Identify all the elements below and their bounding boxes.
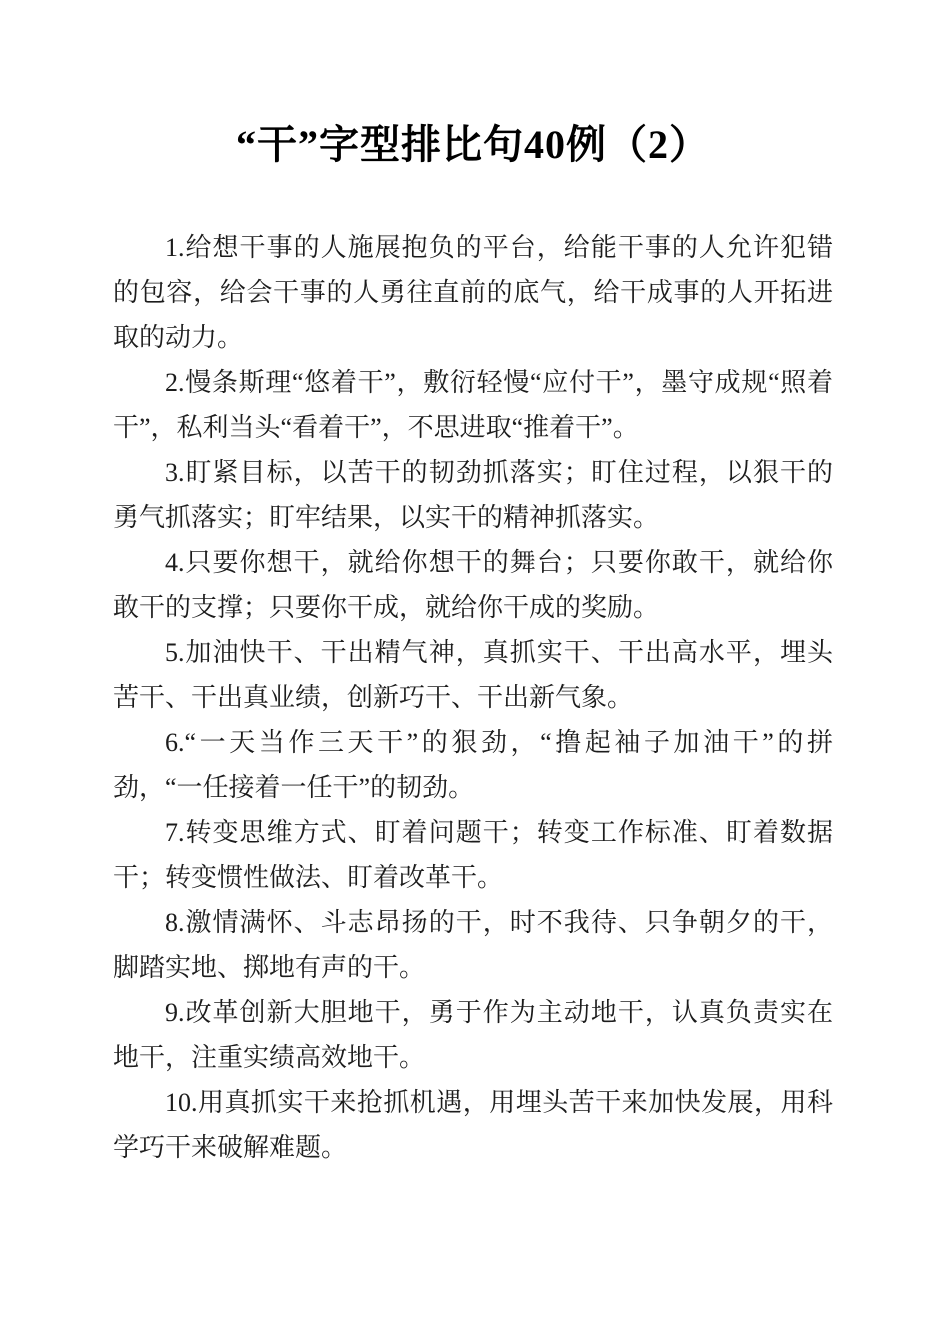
paragraph-10: 10.用真抓实干来抢抓机遇，用埋头苦干来加快发展，用科学巧干来破解难题。 (113, 1088, 833, 1162)
paragraph-4: 4.只要你想干，就给你想干的舞台；只要你敢干，就给你敢干的支撑；只要你干成，就给你干成的奖励。 (113, 548, 833, 622)
paragraph-3: 3.盯紧目标，以苦干的韧劲抓落实；盯住过程，以狠干的勇气抓落实；盯牢结果，以实干的精神抓落实。 (113, 458, 833, 532)
paragraph-8: 8.激情满怀、斗志昂扬的干，时不我待、只争朝夕的干，脚踏实地、掷地有声的干。 (113, 908, 833, 982)
document-title: “干”字型排比句40例（2） (236, 122, 710, 167)
paragraph-1: 1.给想干事的人施展抱负的平台，给能干事的人允许犯错的包容，给会干事的人勇往直前的底气，给干成事的人开拓进取的动力。 (113, 233, 833, 352)
paragraph-7: 7.转变思维方式、盯着问题干；转变工作标准、盯着数据干；转变惯性做法、盯着改革干。 (113, 818, 833, 892)
paragraph-5: 5.加油快干、干出精气神，真抓实干、干出高水平，埋头苦干、干出真业绩，创新巧干、干出新气象。 (113, 638, 833, 712)
paragraph-6: 6.“一天当作三天干”的狠劲，“撸起袖子加油干”的拼劲，“一任接着一任干”的韧劲。 (113, 728, 833, 802)
document-body (113, 225, 833, 1170)
paragraph-9: 9.改革创新大胆地干，勇于作为主动地干，认真负责实在地干，注重实绩高效地干。 (113, 998, 833, 1072)
paragraph-2: 2.慢条斯理“悠着干”，敷衍轻慢“应付干”，墨守成规“照着干”，私利当头“看着干”，不思进取“推着干”。 (113, 368, 833, 442)
